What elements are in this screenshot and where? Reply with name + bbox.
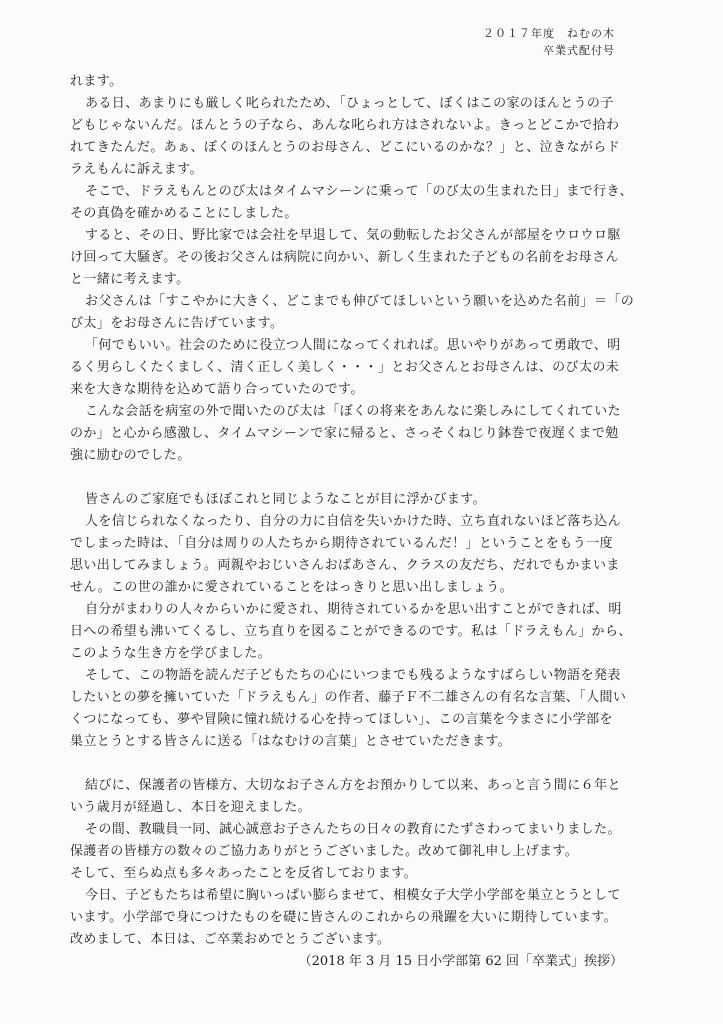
body-line: いう歳月が経過し、本日を迎えました。 — [70, 800, 312, 815]
body-line: と一緒に考えます。 — [70, 272, 190, 287]
body-line: こんな会話を病室の外で聞いたのび太は「ぼくの将来をあんなに楽しみにしてくれていた — [85, 404, 622, 419]
body-line: その間、教職員一同、誠心誠意お子さんたちの日々の教育にたずさわってまいりました。 — [85, 822, 621, 837]
body-line: そして、この物語を読んだ子どもたちの心にいつまでも残るようなすばらしい物語を発表 — [85, 668, 621, 683]
body-line: います。小学部で身につけたものを礎に皆さんのこれからの飛躍を大いに期待しています。 — [70, 910, 618, 925]
body-line: るく男らしくたくましく、清く正しく美しく・・・」とお父さんとお母さんは、のび太の未 — [70, 360, 620, 375]
body-line: どもじゃないんだ。ほんとうの子なら、あんな叱られ方はされないよ。きっとどこかで拾わ — [70, 118, 620, 133]
body-line: でしまった時は、「自分は周りの人たちから期待されているんだ！」ということをもう一度 — [70, 536, 613, 551]
body-line: 強に励むのでした。 — [70, 448, 191, 463]
body-line: このような生き方を学びました。 — [70, 646, 272, 661]
body-line: 改めまして、本日は、ご卒業おめでとうございます。 — [70, 932, 391, 947]
body-line: すると、その日、野比家では会社を早退して、気の動転したお父さんが部屋をウロウロ駆 — [85, 228, 621, 243]
body-line: 保護者の皆様方の数々のご協力ありがとうございました。改めて御礼申し上げます。 — [70, 844, 579, 859]
body-line: その真偽を確かめることにしました。 — [70, 206, 298, 221]
body-line: ある日、あまりにも厳しく叱られたため、「ひょっとして、ぼくはこの家のほんとうの子 — [85, 96, 614, 111]
body-line: れてきたんだ。あぁ、ぼくのほんとうのお母さん、どこにいるのかな？」と、泣きながらド — [70, 140, 621, 155]
body-line: のか」と心から感激し、タイムマシーンで家に帰ると、さっそくねじり鉢巻で夜遅くまで勉 — [70, 426, 619, 441]
body-line: ラえもんに訴えます。 — [70, 162, 203, 177]
body-line: け回って大騒ぎ。その後お父さんは病院に向かい、新しく生まれた子どもの名前をお母さん — [70, 250, 619, 265]
body-line: 思い出してみましょう。両親やおじいさんおばあさん、クラスの友だち、だれでもかまいま — [70, 558, 620, 573]
body-line: 結びに、保護者の皆様方、大切なお子さん方をお預かりして以来、あっと言う間に６年と — [85, 778, 621, 793]
body-line: そこで、ドラえもんとのび太はタイムマシーンに乗って「のび太の生まれた日」まで行き、 — [85, 184, 633, 199]
body-line: 巣立とうとする皆さんに送る「はなむけの言葉」とさせていただきます。 — [70, 734, 512, 749]
issue-label: 卒業式配付号 — [543, 44, 615, 57]
body-line: 今日、子どもたちは希望に胸いっぱい膨らませて、相模女子大学小学部を巣立とうとして — [85, 888, 621, 903]
speech-attribution: （2018 年 3 月 15 日小学部第 62 回「卒業式」挨拶） — [298, 954, 623, 969]
body-line: 来を大きな期待を込めて語り合っていたのです。 — [70, 382, 364, 397]
body-line: せん。この世の誰かに愛されていることをはっきりと思い出しましょう。 — [70, 580, 513, 595]
body-line: 皆さんのご家庭でもほぼこれと同じようなことが目に浮かびます。 — [85, 492, 486, 507]
body-line: 「何でもいい。社会のために役立つ人間になってくれれば。思いやりがあって勇敢で、明 — [85, 338, 621, 353]
body-line: 人を信じられなくなったり、自分の力に自信を失いかけた時、立ち直れないほど落ち込ん — [85, 514, 622, 529]
newsletter-title: ２０１７年度 ねむの木 — [483, 27, 615, 40]
body-line: 自分がまわりの人々からいかに愛され、期待されているかを思い出すことができれば、明 — [85, 602, 622, 617]
body-line: 日への希望も沸いてくるし、立ち直りを図ることができるのです。私は「ドラえもん」から、 — [70, 624, 632, 639]
body-line: れます。 — [70, 74, 123, 89]
body-line: お父さんは「すこやかに大きく、どこまでも伸びてほしいという願いを込めた名前」＝「の — [85, 294, 635, 309]
body-line: び太」をお母さんに告げています。 — [70, 316, 284, 331]
body-line: そして、至らぬ点も多々あったことを反省しております。 — [70, 866, 417, 881]
body-line: くつになっても、夢や冒険に憧れ続ける心を持ってほしい」、この言葉を今まさに小学部を — [70, 712, 613, 727]
body-line: したいとの夢を擁いていた「ドラえもん」の作者、藤子Ｆ不二雄さんの有名な言葉、「人間い — [70, 690, 627, 705]
